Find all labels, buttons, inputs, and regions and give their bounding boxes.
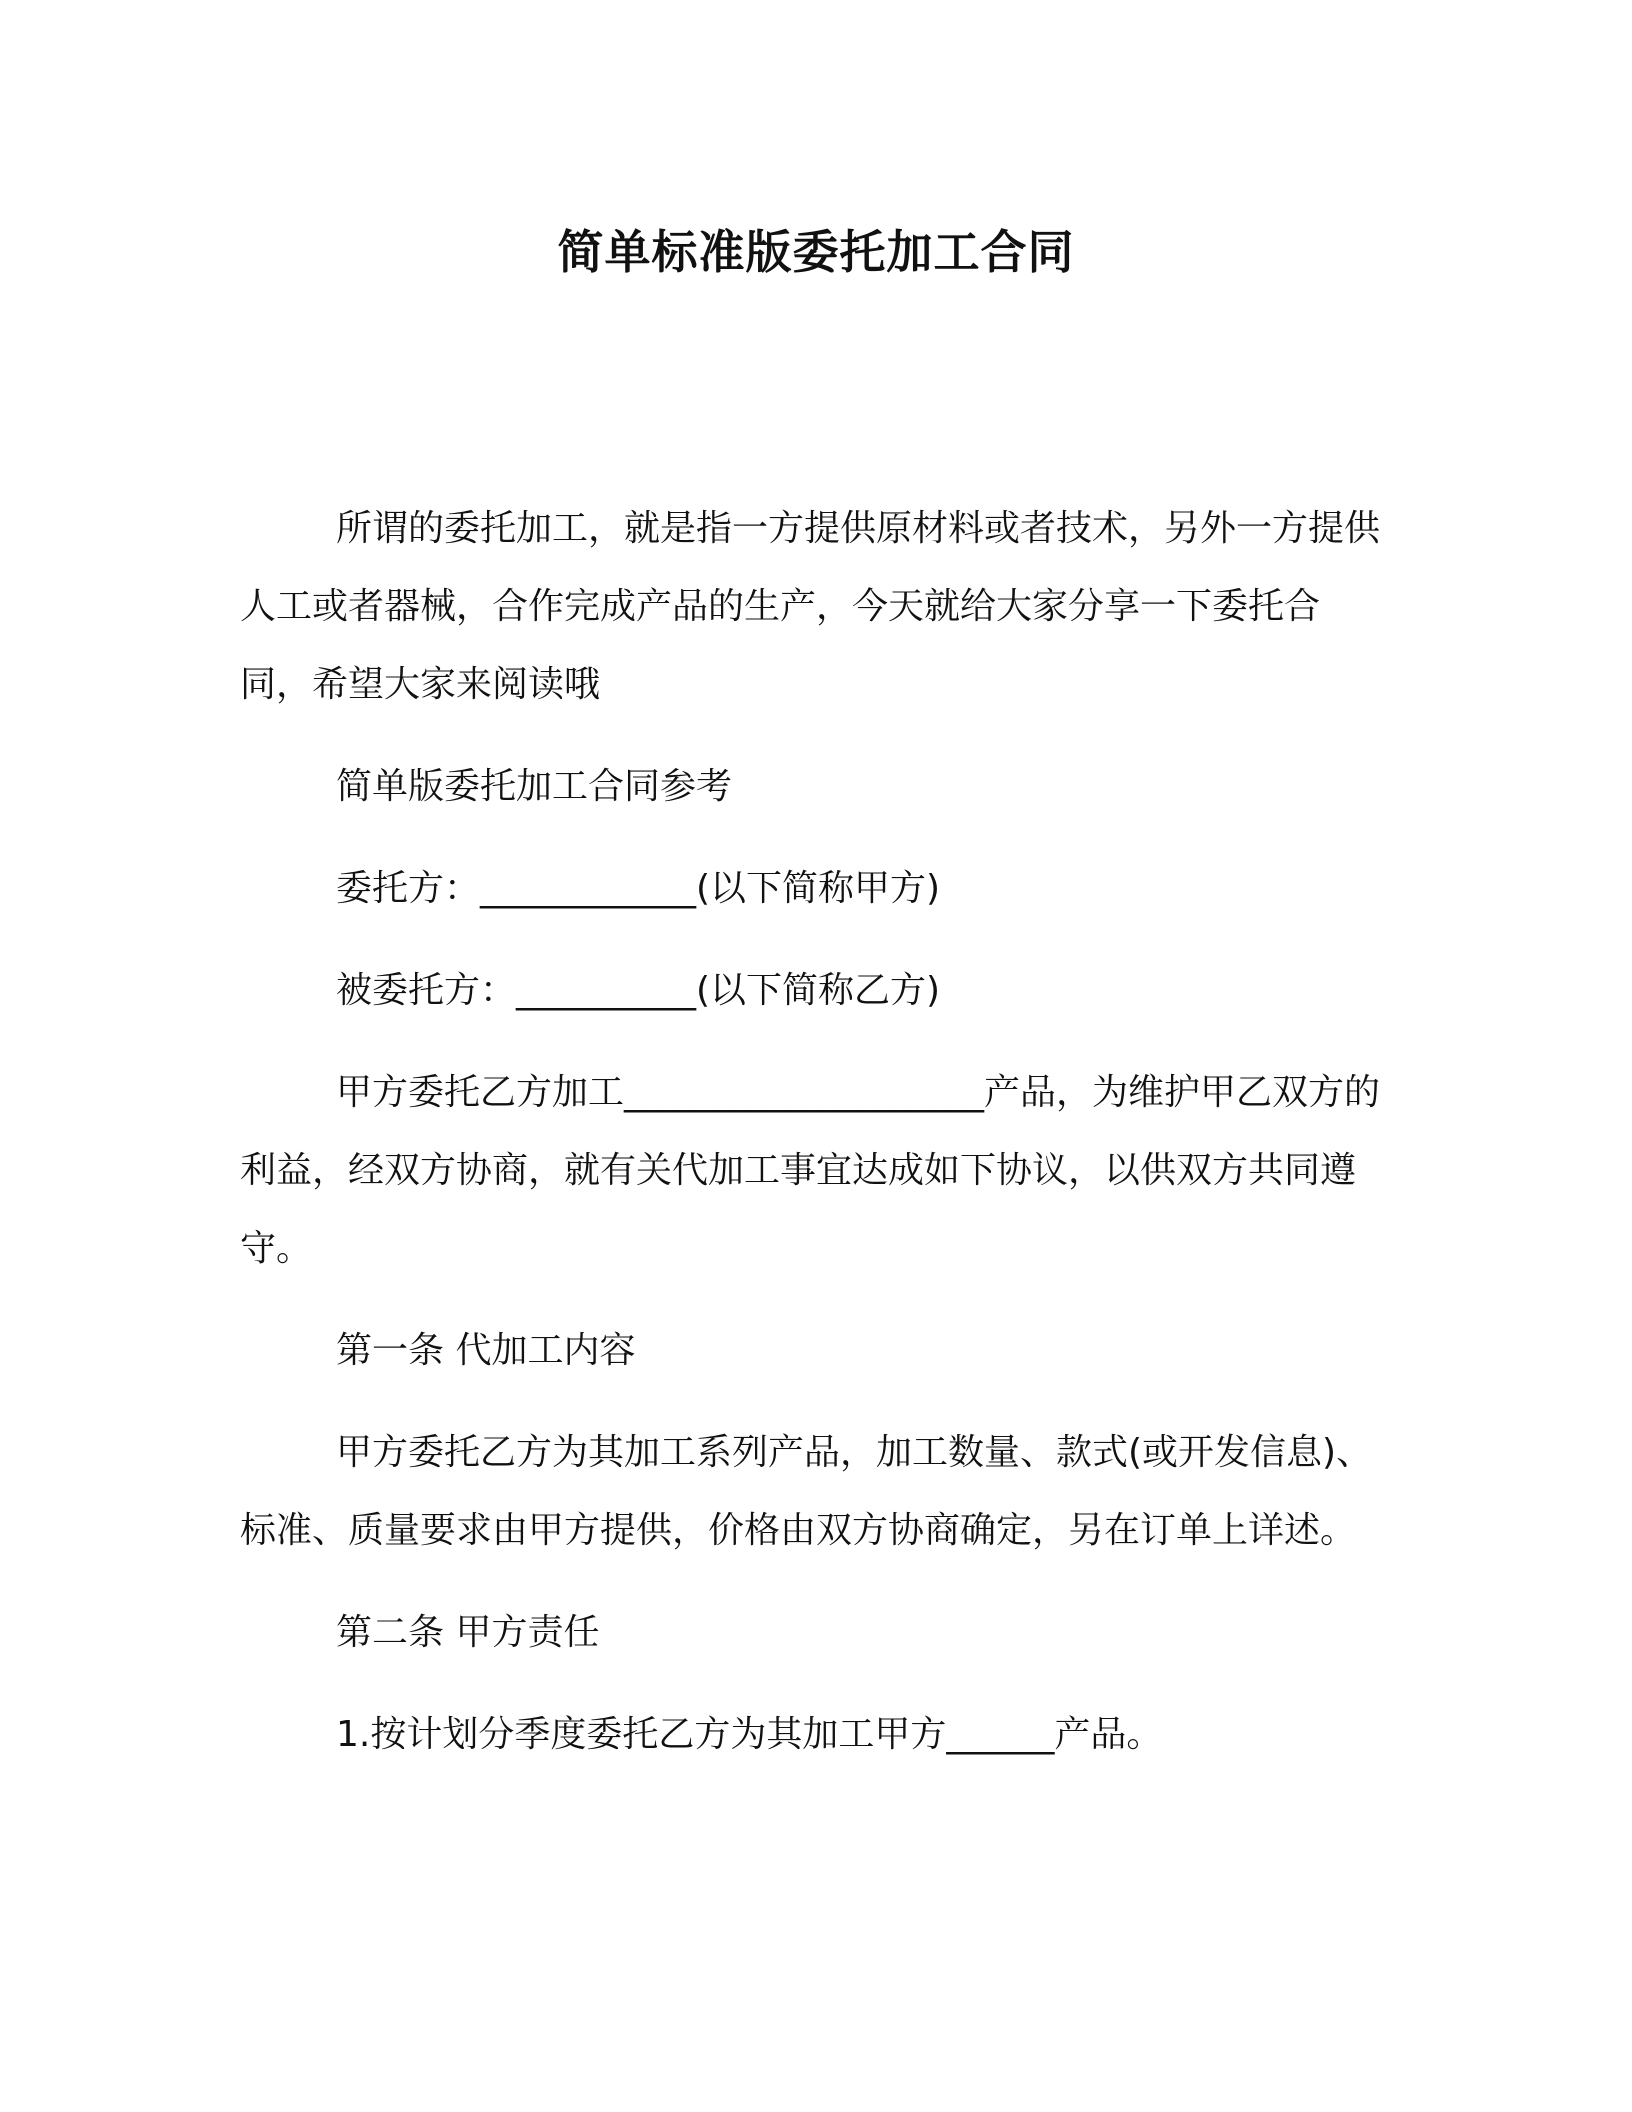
party-b-line: 被委托方：__________(以下简称乙方)	[336, 970, 941, 1011]
party-a-line: 委托方：____________(以下简称甲方)	[336, 868, 941, 909]
article-two-item-1: 1.按计划分季度委托乙方为其加工甲方______产品。	[336, 1714, 1163, 1755]
agreement-paragraph: 甲方委托乙方加工____________________产品，为维护甲乙双方的利益，经双方协商，就有关代加工事宜达成如下协议，以供双方共同遵守。	[240, 1072, 1381, 1269]
article-two-heading: 第二条 甲方责任	[336, 1612, 600, 1653]
reference-heading: 简单版委托加工合同参考	[336, 766, 733, 807]
document-title: 简单标准版委托加工合同	[557, 225, 1075, 279]
intro-paragraph: 所谓的委托加工，就是指一方提供原材料或者技术，另外一方提供人工或者器械，合作完成产品的生产，今天就给大家分享一下委托合同，希望大家来阅读哦	[240, 508, 1381, 705]
article-one-heading: 第一条 代加工内容	[336, 1330, 636, 1371]
article-one-paragraph: 甲方委托乙方为其加工系列产品，加工数量、款式(或开发信息)、标准、质量要求由甲方提供，价格由双方协商确定，另在订单上详述。	[240, 1432, 1373, 1551]
document-body	[240, 490, 1380, 1774]
